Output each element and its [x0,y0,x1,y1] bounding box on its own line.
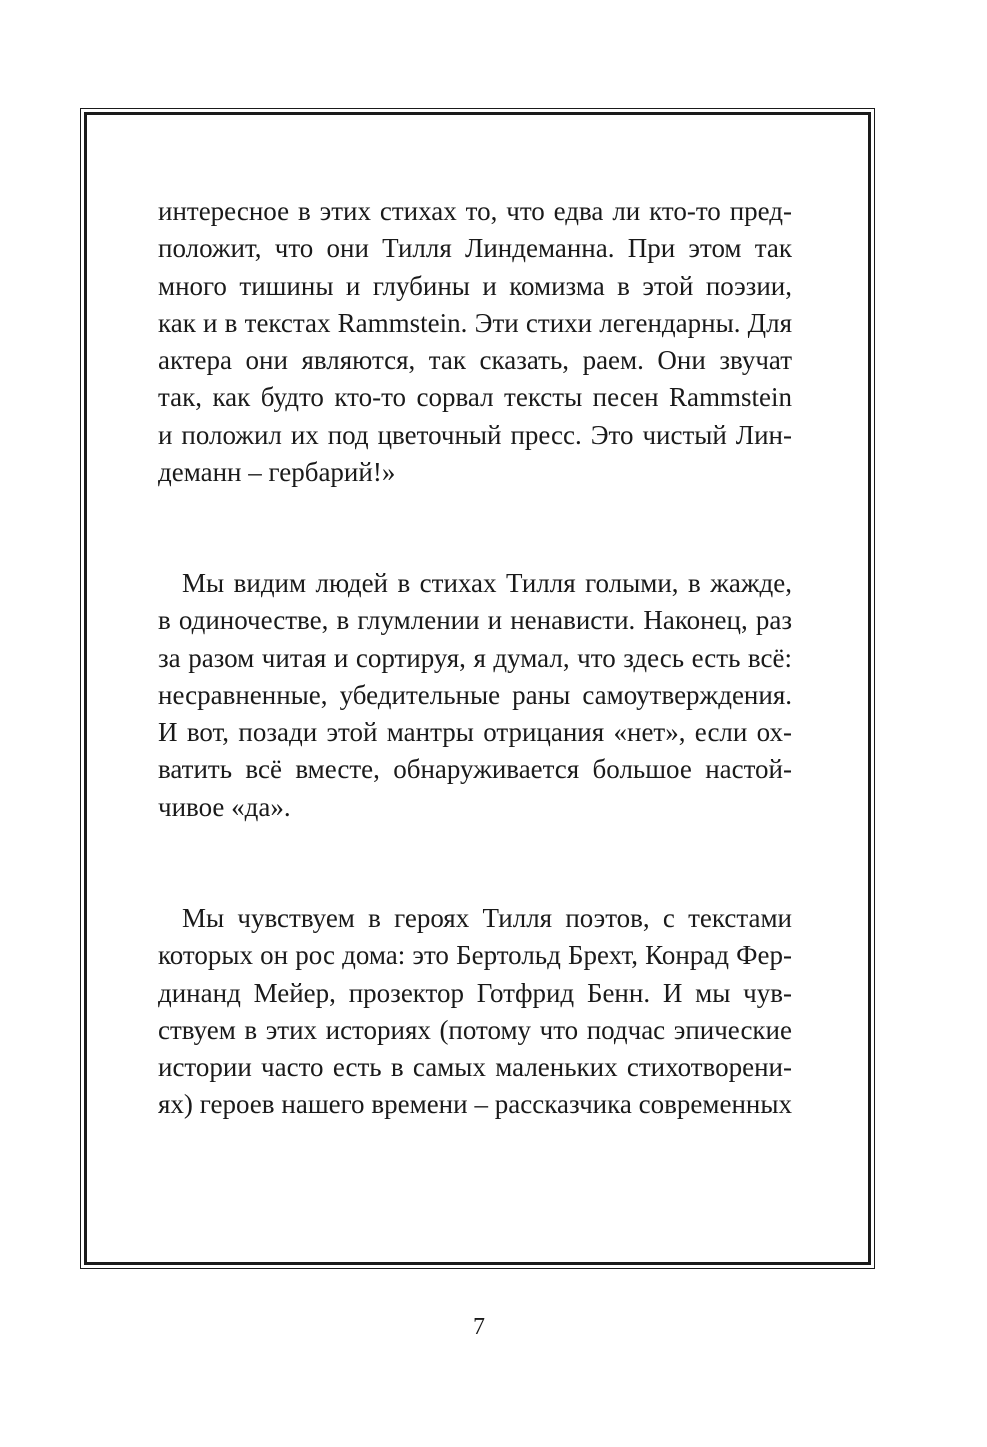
text-line: истории часто есть в самых маленьких стихотворени- [158,1052,792,1083]
text-line: так, как будто кто-то сорвал тексты песен Rammstein [158,382,792,413]
text-line: за разом читая и сортируя, я думал, что здесь есть всё: [158,642,792,673]
paragraph-2 [158,565,792,826]
text-line: Мы видим людей в стихах Тилля голыми, в жажде, [182,568,792,598]
text-line: несравненные, убедительные раны самоутверждения. [158,679,792,710]
text-line: интересное в этих стихах то, что едва ли кто-то пред- [158,196,792,226]
page-number: 7 [473,1314,485,1340]
text-line: ях) героев нашего времени – рассказчика современных [158,1089,792,1120]
text-line: И вот, позади этой мантры отрицания «нет», если ох- [158,717,792,748]
text-line: и положил их под цветочный пресс. Это чистый Лин- [158,419,792,450]
text-line: которых он рос дома: это Бертольд Брехт, Конрад Фер- [158,940,792,971]
text-line: в одиночестве, в глумлении и ненависти. Наконец, раз [158,605,792,636]
paragraph-3 [158,900,792,1124]
text-line: как и в текстах Rammstein. Эти стихи легендарны. Для [158,307,792,338]
text-line: ствуем в этих историях (потому что подчас эпические [158,1014,792,1045]
text-line: Мы чувствуем в героях Тилля поэтов, с текстами [182,903,792,933]
text-line: актера они являются, так сказать, раем. Они звучат [158,345,792,376]
text-line: много тишины и глубины и комизма в этой поэзии, [158,270,792,301]
text-line: деманн – гербарий!» [158,457,396,488]
text-line: положит, что они Тилля Линдеманна. При этом так [158,233,792,264]
text-line: динанд Мейер, прозектор Готфрид Бенн. И мы чув- [158,977,792,1008]
text-line: ватить всё вместе, обнаруживается большое настой- [158,754,792,785]
paragraph-1 [158,193,792,491]
text-line: чивое «да». [158,791,291,822]
